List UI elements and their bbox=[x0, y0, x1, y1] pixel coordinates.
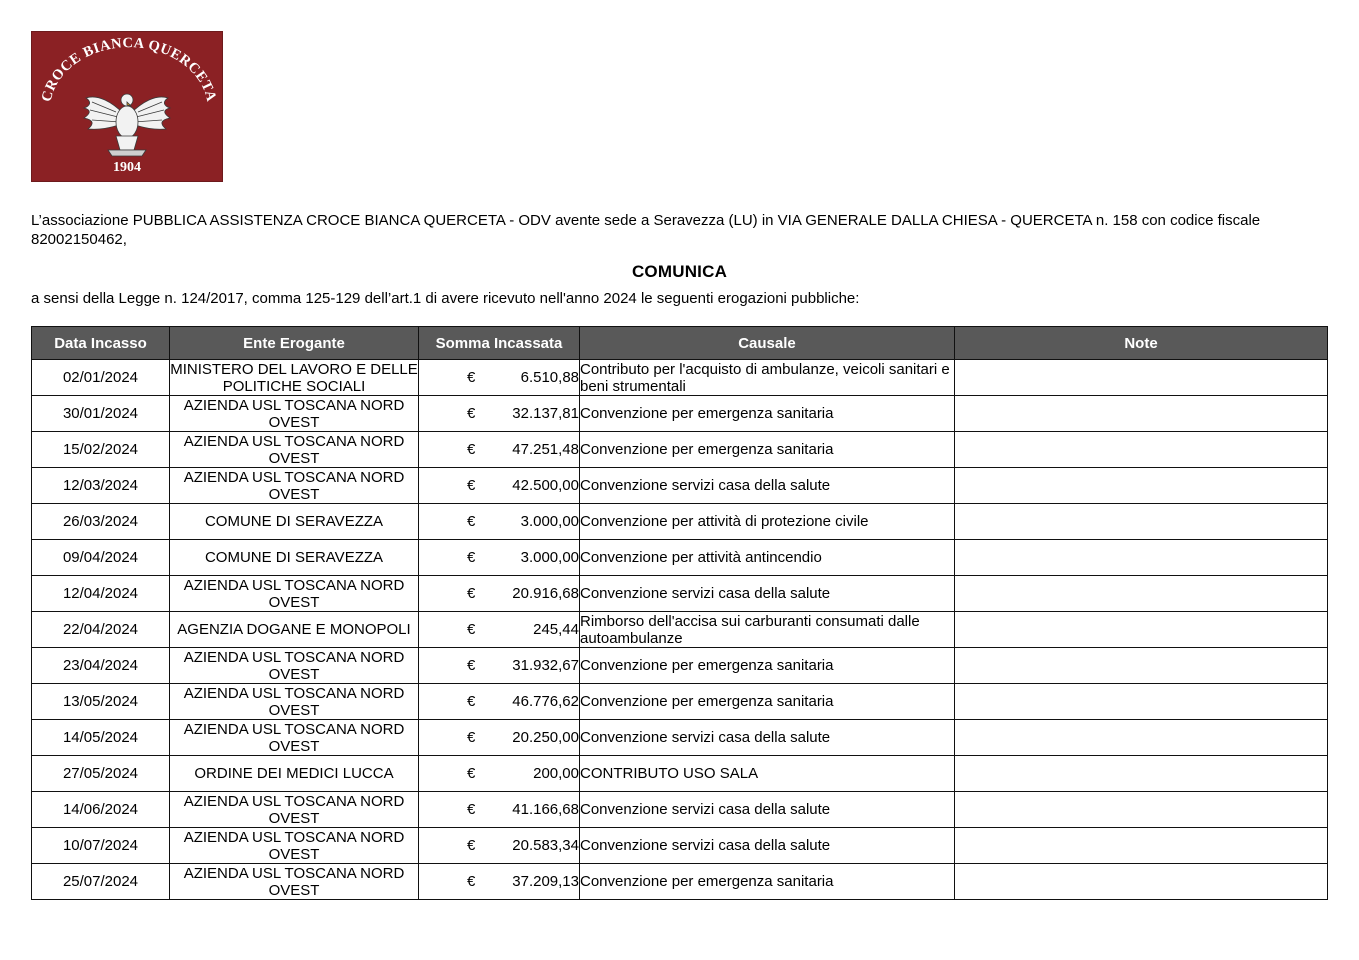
cell-ente: AZIENDA USL TOSCANA NORD OVEST bbox=[170, 396, 419, 432]
amount-value: 37.209,13 bbox=[512, 873, 579, 890]
cell-date: 12/03/2024 bbox=[32, 468, 170, 504]
logo-year: 1904 bbox=[113, 160, 141, 175]
amount-value: 200,00 bbox=[533, 765, 579, 782]
amount-value: 6.510,88 bbox=[520, 369, 579, 386]
cell-date: 30/01/2024 bbox=[32, 396, 170, 432]
cell-note bbox=[955, 468, 1328, 504]
cell-causale: Convenzione servizi casa della salute bbox=[580, 792, 955, 828]
cell-amount bbox=[419, 612, 580, 648]
table-row bbox=[32, 864, 1328, 900]
cell-amount bbox=[419, 792, 580, 828]
amount-value: 20.583,34 bbox=[512, 837, 579, 854]
cell-ente: AZIENDA USL TOSCANA NORD OVEST bbox=[170, 684, 419, 720]
currency-symbol: € bbox=[467, 837, 476, 854]
cell-amount bbox=[419, 864, 580, 900]
table-row bbox=[32, 684, 1328, 720]
cell-date: 23/04/2024 bbox=[32, 648, 170, 684]
currency-symbol: € bbox=[467, 693, 476, 710]
table-row bbox=[32, 792, 1328, 828]
amount-value: 41.166,68 bbox=[512, 801, 579, 818]
cell-date: 12/04/2024 bbox=[32, 576, 170, 612]
cell-note bbox=[955, 648, 1328, 684]
cell-causale: Convenzione per attività di protezione civile bbox=[580, 504, 955, 540]
amount-value: 3.000,00 bbox=[520, 513, 579, 530]
amount-value: 31.932,67 bbox=[512, 657, 579, 674]
table-row bbox=[32, 828, 1328, 864]
cell-amount bbox=[419, 468, 580, 504]
amount-value: 42.500,00 bbox=[512, 477, 579, 494]
cell-ente: COMUNE DI SERAVEZZA bbox=[170, 504, 419, 540]
currency-symbol: € bbox=[467, 801, 476, 818]
table-header-row bbox=[32, 327, 1328, 360]
cell-ente: AZIENDA USL TOSCANA NORD OVEST bbox=[170, 792, 419, 828]
logo-arc-text: CROCE BIANCA QUERCETA bbox=[38, 35, 220, 104]
cell-date: 22/04/2024 bbox=[32, 612, 170, 648]
cell-note bbox=[955, 864, 1328, 900]
amount-value: 32.137,81 bbox=[512, 405, 579, 422]
cell-ente: AZIENDA USL TOSCANA NORD OVEST bbox=[170, 648, 419, 684]
amount-value: 47.251,48 bbox=[512, 441, 579, 458]
amount-value: 245,44 bbox=[533, 621, 579, 638]
cell-ente: AZIENDA USL TOSCANA NORD OVEST bbox=[170, 720, 419, 756]
table-row bbox=[32, 360, 1328, 396]
header-data-incasso: Data Incasso bbox=[32, 327, 170, 360]
table-row bbox=[32, 540, 1328, 576]
cell-causale: CONTRIBUTO USO SALA bbox=[580, 756, 955, 792]
currency-symbol: € bbox=[467, 513, 476, 530]
header-causale: Causale bbox=[580, 327, 955, 360]
table-row bbox=[32, 612, 1328, 648]
cell-date: 27/05/2024 bbox=[32, 756, 170, 792]
association-logo bbox=[31, 31, 223, 182]
header-somma-incassata: Somma Incassata bbox=[419, 327, 580, 360]
cell-date: 02/01/2024 bbox=[32, 360, 170, 396]
cell-note bbox=[955, 612, 1328, 648]
table-row bbox=[32, 720, 1328, 756]
cell-note bbox=[955, 828, 1328, 864]
amount-value: 46.776,62 bbox=[512, 693, 579, 710]
cell-causale: Convenzione per emergenza sanitaria bbox=[580, 684, 955, 720]
currency-symbol: € bbox=[467, 621, 476, 638]
table-row bbox=[32, 576, 1328, 612]
cell-note bbox=[955, 684, 1328, 720]
currency-symbol: € bbox=[467, 873, 476, 890]
cell-note bbox=[955, 576, 1328, 612]
cell-causale: Rimborso dell'accisa sui carburanti consumati dalle autoambulanze bbox=[580, 612, 955, 648]
cell-ente: AZIENDA USL TOSCANA NORD OVEST bbox=[170, 432, 419, 468]
currency-symbol: € bbox=[467, 477, 476, 494]
cell-note bbox=[955, 396, 1328, 432]
cell-amount bbox=[419, 432, 580, 468]
currency-symbol: € bbox=[467, 585, 476, 602]
cell-date: 09/04/2024 bbox=[32, 540, 170, 576]
cell-causale: Convenzione servizi casa della salute bbox=[580, 828, 955, 864]
cell-causale: Convenzione per attività antincendio bbox=[580, 540, 955, 576]
subtitle-text: a sensi della Legge n. 124/2017, comma 125-129 dell’art.1 di avere ricevuto nell'anno 2024 le seguenti erogazioni pubbliche: bbox=[31, 290, 860, 307]
table-row bbox=[32, 756, 1328, 792]
eagle-emblem-icon bbox=[32, 32, 222, 181]
cell-date: 25/07/2024 bbox=[32, 864, 170, 900]
cell-note bbox=[955, 540, 1328, 576]
cell-ente: AZIENDA USL TOSCANA NORD OVEST bbox=[170, 828, 419, 864]
cell-date: 15/02/2024 bbox=[32, 432, 170, 468]
page-title: COMUNICA bbox=[631, 262, 728, 281]
cell-date: 13/05/2024 bbox=[32, 684, 170, 720]
currency-symbol: € bbox=[467, 405, 476, 422]
cell-amount bbox=[419, 720, 580, 756]
cell-ente: ORDINE DEI MEDICI LUCCA bbox=[170, 756, 419, 792]
cell-causale: Contributo per l'acquisto di ambulanze, veicoli sanitari e beni strumentali bbox=[580, 360, 955, 396]
cell-causale: Convenzione servizi casa della salute bbox=[580, 576, 955, 612]
cell-date: 14/05/2024 bbox=[32, 720, 170, 756]
currency-symbol: € bbox=[467, 657, 476, 674]
amount-value: 20.916,68 bbox=[512, 585, 579, 602]
cell-ente: AZIENDA USL TOSCANA NORD OVEST bbox=[170, 468, 419, 504]
cell-amount bbox=[419, 504, 580, 540]
cell-date: 14/06/2024 bbox=[32, 792, 170, 828]
header-ente-erogante: Ente Erogante bbox=[170, 327, 419, 360]
cell-note bbox=[955, 432, 1328, 468]
cell-amount bbox=[419, 684, 580, 720]
table-row bbox=[32, 432, 1328, 468]
currency-symbol: € bbox=[467, 765, 476, 782]
cell-note bbox=[955, 360, 1328, 396]
intro-paragraph: L’associazione PUBBLICA ASSISTENZA CROCE BIANCA QUERCETA - ODV avente sede a Seravezza (LU) in VIA GENERALE DALLA CHIESA - QUERCETA n. 158 con codice fiscale 82002150462, bbox=[31, 212, 1261, 248]
cell-ente: AZIENDA USL TOSCANA NORD OVEST bbox=[170, 864, 419, 900]
cell-amount bbox=[419, 648, 580, 684]
cell-amount bbox=[419, 576, 580, 612]
header-note: Note bbox=[955, 327, 1328, 360]
currency-symbol: € bbox=[467, 729, 476, 746]
cell-causale: Convenzione per emergenza sanitaria bbox=[580, 864, 955, 900]
cell-note bbox=[955, 504, 1328, 540]
erogazioni-table bbox=[31, 326, 1328, 900]
currency-symbol: € bbox=[467, 441, 476, 458]
cell-causale: Convenzione servizi casa della salute bbox=[580, 468, 955, 504]
table-row bbox=[32, 648, 1328, 684]
cell-date: 10/07/2024 bbox=[32, 828, 170, 864]
currency-symbol: € bbox=[467, 549, 476, 566]
table-row bbox=[32, 504, 1328, 540]
cell-ente: MINISTERO DEL LAVORO E DELLE POLITICHE SOCIALI bbox=[170, 360, 418, 395]
cell-note bbox=[955, 756, 1328, 792]
currency-symbol: € bbox=[467, 369, 476, 386]
table-row bbox=[32, 396, 1328, 432]
cell-amount bbox=[419, 756, 580, 792]
cell-causale: Convenzione per emergenza sanitaria bbox=[580, 432, 955, 468]
amount-value: 3.000,00 bbox=[520, 549, 579, 566]
cell-amount bbox=[419, 396, 580, 432]
cell-note bbox=[955, 720, 1328, 756]
cell-ente: AZIENDA USL TOSCANA NORD OVEST bbox=[170, 576, 419, 612]
cell-causale: Convenzione per emergenza sanitaria bbox=[580, 648, 955, 684]
table-row bbox=[32, 468, 1328, 504]
cell-amount bbox=[419, 540, 580, 576]
cell-amount bbox=[419, 828, 580, 864]
amount-value: 20.250,00 bbox=[512, 729, 579, 746]
cell-ente: COMUNE DI SERAVEZZA bbox=[170, 540, 419, 576]
cell-amount bbox=[419, 360, 580, 396]
cell-note bbox=[955, 792, 1328, 828]
cell-causale: Convenzione servizi casa della salute bbox=[580, 720, 955, 756]
cell-date: 26/03/2024 bbox=[32, 504, 170, 540]
cell-ente: AGENZIA DOGANE E MONOPOLI bbox=[170, 612, 419, 648]
cell-causale: Convenzione per emergenza sanitaria bbox=[580, 396, 955, 432]
